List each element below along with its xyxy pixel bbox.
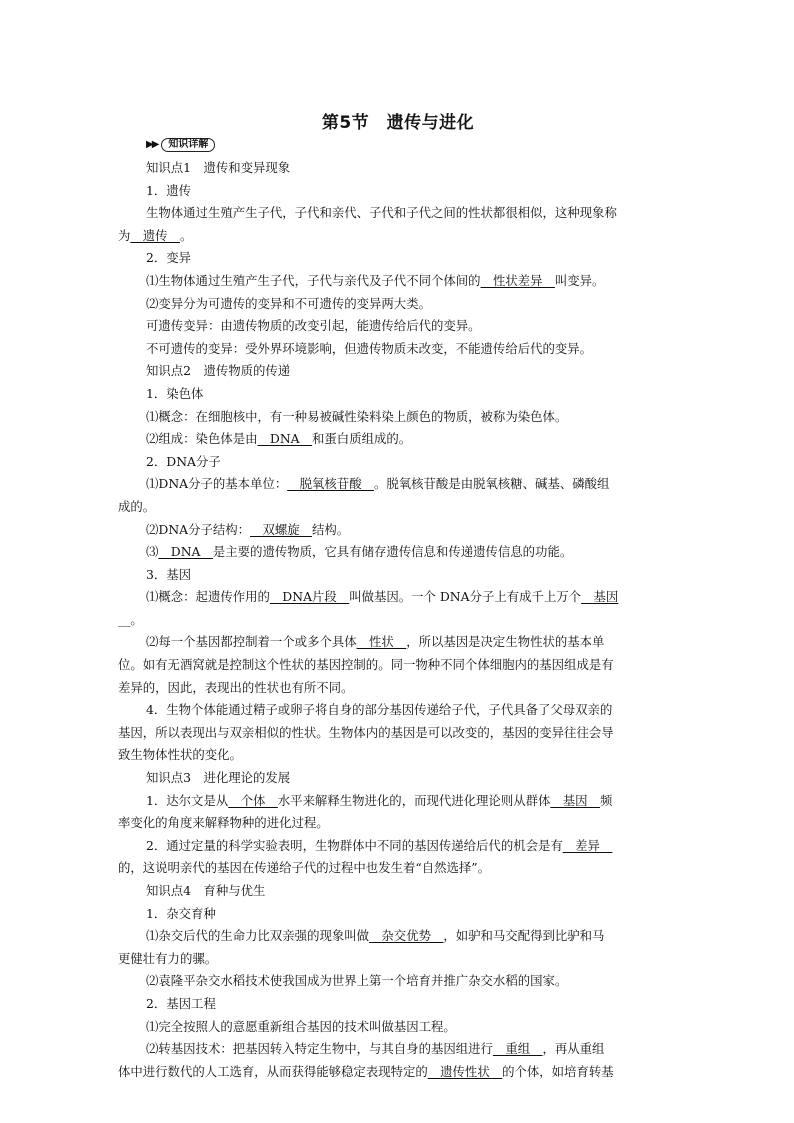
kp2-p7: ⑵每一个基因都控制着一个或多个具体__性状__，所以基因是决定生物性状的基本单 <box>146 634 605 650</box>
kp2-p8b: 基因，所以表现出与双亲相似的性状。生物体内的基因是可以改变的，基因的变异往往会导 <box>118 724 614 740</box>
kp2-p4: ⑵DNA分子结构：__双螺旋__结构。 <box>146 521 350 537</box>
kp2-p6: ⑴概念：起遗传作用的__DNA片段__叫做基因。一个 DNA分子上有成千上万个__基因 <box>146 589 619 605</box>
kp1-p4: 可遗传变异：由遗传物质的改变引起，能遗传给后代的变异。 <box>146 318 481 334</box>
kp4-p2: ⑵袁隆平杂交水稻技术使我国成为世界上第一个培育并推广杂交水稻的国家。 <box>146 973 568 989</box>
kp2-p1: ⑴概念：在细胞核中，有一种易被碱性染料染上颜色的物质，被称为染色体。 <box>146 408 568 424</box>
kp1-p1b: 为__遗传__。 <box>118 227 193 243</box>
answer-blank: __基因__ <box>550 792 600 808</box>
kp3-p2b: 的，这说明亲代的基因在传递给子代的过程中也发生着“自然选择”。 <box>118 860 490 876</box>
kp3-p1: 1．达尔文是从__个体__水平来解释生物进化的，而现代进化理论则从群体__基因__频 <box>146 792 613 808</box>
kp4-s1: 1．杂交育种 <box>146 905 216 921</box>
kp3-p2: 2．通过定量的科学实验表明，生物群体中不同的基因传递给后代的机会是有__差异__ <box>146 837 613 853</box>
kp4-p1: ⑴杂交后代的生命力比双亲强的现象叫做__杂交优势__，如驴和马交配得到比驴和马 <box>146 928 605 944</box>
kp2-s3: 3．基因 <box>146 566 192 582</box>
kp2-p7c: 差异的，因此，表现出的性状也有所不同。 <box>118 679 354 695</box>
answer-blank: __个体__ <box>228 792 278 808</box>
kp2-s1: 1．染色体 <box>146 385 204 401</box>
double-arrow-icon: ▶▶ <box>146 139 158 150</box>
kp1-p5: 不可遗传的变异：受外界环境影响，但遗传物质未改变，不能遗传给后代的变异。 <box>146 340 593 356</box>
answer-blank: __脱氧核苷酸__ <box>287 476 374 492</box>
kp2-p5: ⑶__DNA__是主要的遗传物质，它具有储存遗传信息和传递遗传信息的功能。 <box>146 544 573 560</box>
kp2-s2: 2．DNA分子 <box>146 453 221 469</box>
content-body <box>118 157 678 1083</box>
kp3-p1b: 率变化的角度来解释物种的进化过程。 <box>118 815 329 831</box>
answer-blank: __DNA__ <box>257 431 313 447</box>
kp3-title: 知识点3 进化理论的发展 <box>146 770 291 786</box>
kp1-p2: ⑴生物体通过生殖产生子代，子代与亲代及子代不同个体间的__性状差异__叫变异。 <box>146 272 605 288</box>
kp2-p2: ⑵组成：染色体是由__DNA__和蛋白质组成的。 <box>146 431 412 447</box>
page-title: 第5节 遗传与进化 <box>321 113 475 133</box>
kp1-s1: 1．遗传 <box>146 182 192 198</box>
kp4-p3: ⑴完全按照人的意愿重新组合基因的技术叫做基因工程。 <box>146 1018 456 1034</box>
answer-blank: __重组__ <box>492 1041 543 1057</box>
kp1-s2: 2．变异 <box>146 250 192 266</box>
section-label-box: 知识详解 <box>161 138 215 152</box>
kp1-p1a: 生物体通过生殖产生子代，子代和亲代、子代和子代之间的性状都很相似，这种现象称 <box>146 205 617 221</box>
kp2-p8c: 致生物体性状的变化。 <box>118 747 242 763</box>
kp4-p4: ⑵转基因技术：把基因转入特定生物中，与其自身的基因组进行__重组__，再从重组 <box>146 1041 605 1057</box>
kp4-title: 知识点4 育种与优生 <box>146 883 266 898</box>
answer-blank: __基因 <box>581 589 619 605</box>
kp2-p8: 4．生物个体能通过精子或卵子将自身的部分基因传递给子代，子代具备了父母双亲的 <box>146 702 613 718</box>
kp2-p7b: 位。如有无酒窝就是控制这个性状的基因控制的。同一物种不同个体细胞内的基因组成是有 <box>118 657 614 673</box>
answer-blank: __性状差异__ <box>480 272 555 288</box>
section-label <box>146 137 215 153</box>
kp1-p3: ⑵变异分为可遗传的变异和不可遗传的变异两大类。 <box>146 295 431 311</box>
answer-blank: __DNA片段__ <box>269 589 350 605</box>
kp4-p1b: 更健壮有力的骡。 <box>118 950 218 966</box>
answer-blank: __差异__ <box>562 837 613 853</box>
kp4-p4b: 体中进行数代的人工选育，从而获得能够稳定表现特定的__遗传性状__的个体，如培育转基 <box>118 1063 614 1079</box>
answer-blank: __双螺旋__ <box>250 521 313 537</box>
answer-blank: __DNA__ <box>158 544 213 560</box>
kp2-p3: ⑴DNA分子的基本单位：__脱氧核苷酸__。脱氧核苷酸是由脱氧核糖、碱基、磷酸组 <box>146 476 610 492</box>
answer-blank: __遗传性状__ <box>427 1063 503 1079</box>
kp4-s2: 2．基因工程 <box>146 995 216 1011</box>
answer-blank: __性状__ <box>356 634 407 650</box>
kp1-title: 知识点1 遗传和变异现象 <box>146 160 291 175</box>
answer-blank: __遗传__ <box>130 227 180 243</box>
kp2-title: 知识点2 遗传物质的传递 <box>146 363 291 379</box>
kp2-p3b: 成的。 <box>118 498 156 514</box>
answer-blank: __杂交优势__ <box>369 928 444 944</box>
kp2-p6b: __。 <box>118 611 143 627</box>
